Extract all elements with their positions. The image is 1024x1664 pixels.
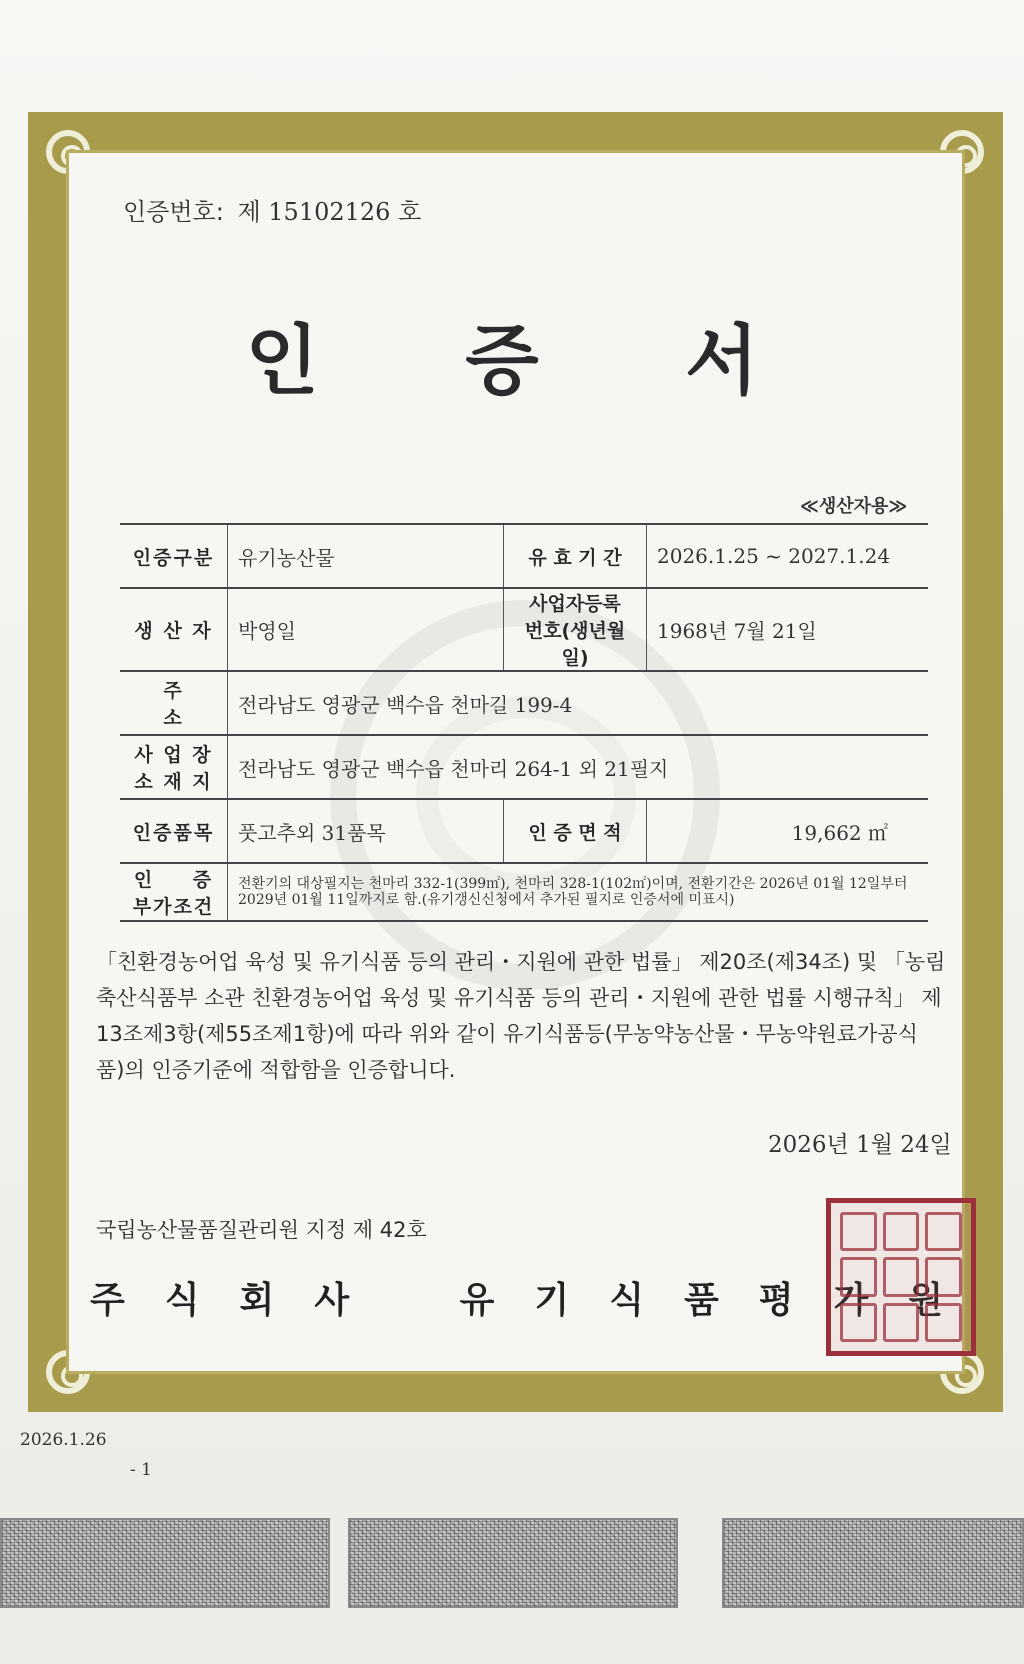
registration-label-paren: (생년월일): [561, 620, 626, 669]
site-label-line2: 소 재 지: [134, 771, 213, 793]
site-label: [120, 735, 228, 799]
producer-value: 박영일: [228, 588, 504, 671]
table-row: [120, 671, 928, 735]
certificate-number: [123, 192, 421, 227]
issuer-designation: 국립농산물품질관리원 지정 제 42호: [96, 1218, 427, 1242]
security-pattern-block: [348, 1518, 678, 1608]
area-label: 인 증 면 적: [504, 799, 647, 863]
validity-value: 2026.1.25 ~ 2027.1.24: [647, 524, 929, 588]
registration-label-line2-text: 번호: [524, 620, 562, 642]
site-label-line1: 사 업 장: [134, 744, 213, 766]
cert-type-label: 인증구분: [120, 524, 228, 588]
address-value: 전라남도 영광군 백수읍 천마길 199-4: [228, 671, 929, 735]
security-pattern-block: [722, 1518, 1024, 1608]
condition-label-line1: 인 증: [133, 869, 214, 891]
security-pattern-block: [0, 1518, 330, 1608]
usage-type: ≪생산자용≫: [800, 496, 908, 517]
certificate-number-value: 제 15102126 호: [237, 198, 422, 226]
issuer-company: 주식회사 유기식품평가원: [90, 1280, 984, 1321]
official-seal-stamp: [826, 1198, 976, 1356]
printed-date: 2026.1.26: [20, 1430, 107, 1450]
certificate-number-label: 인증번호:: [123, 198, 224, 226]
condition-label-line2: 부가조건: [132, 896, 215, 918]
registration-value: 1968년 7월 21일: [647, 588, 929, 671]
table-row: [120, 799, 928, 863]
items-value: 풋고추외 31품목: [228, 799, 504, 863]
address-label: 주 소: [120, 671, 228, 735]
condition-value: 전환기의 대상필지는 천마리 332-1(399㎡), 천마리 328-1(102㎡)이며, 전환기간은 2026년 01월 12일부터 2029년 01월 11일까지로 함.(유기갱신신청에서 추가된 필지로 인증서에 미표시): [228, 863, 929, 921]
legal-statement: 「친환경농어업 육성 및 유기식품 등의 관리・지원에 관한 법률」 제20조(제34조) 및 「농림축산식품부 소관 친환경농어업 육성 및 유기식품 등의 관리・지원에 관한 법률 시행규칙」 제13조제3항(제55조제1항)에 따라 위와 같이 유기식품등(무농약농산물・무농약원료가공식품)의 인증기준에 적합함을 인증합니다.: [96, 950, 946, 1082]
page-marker: - 1: [130, 1460, 152, 1480]
table-row: [120, 863, 928, 921]
area-value: 19,662 ㎡: [647, 799, 929, 863]
registration-label: [504, 588, 647, 671]
producer-label: 생 산 자: [120, 588, 228, 671]
table-row: [120, 588, 928, 671]
table-row: [120, 524, 928, 588]
table-row: [120, 735, 928, 799]
certificate-info-table: [120, 523, 928, 922]
condition-label: [120, 863, 228, 921]
validity-label: 유 효 기 간: [504, 524, 647, 588]
items-label: 인증품목: [120, 799, 228, 863]
site-value: 전라남도 영광군 백수읍 천마리 264-1 외 21필지: [228, 735, 929, 799]
registration-label-line1: 사업자등록: [529, 593, 621, 615]
document-title: 인 증 서: [245, 316, 819, 405]
cert-type-value: 유기농산물: [228, 524, 504, 588]
issue-date: 2026년 1월 24일: [768, 1132, 952, 1158]
registration-label-line2: [514, 616, 636, 670]
